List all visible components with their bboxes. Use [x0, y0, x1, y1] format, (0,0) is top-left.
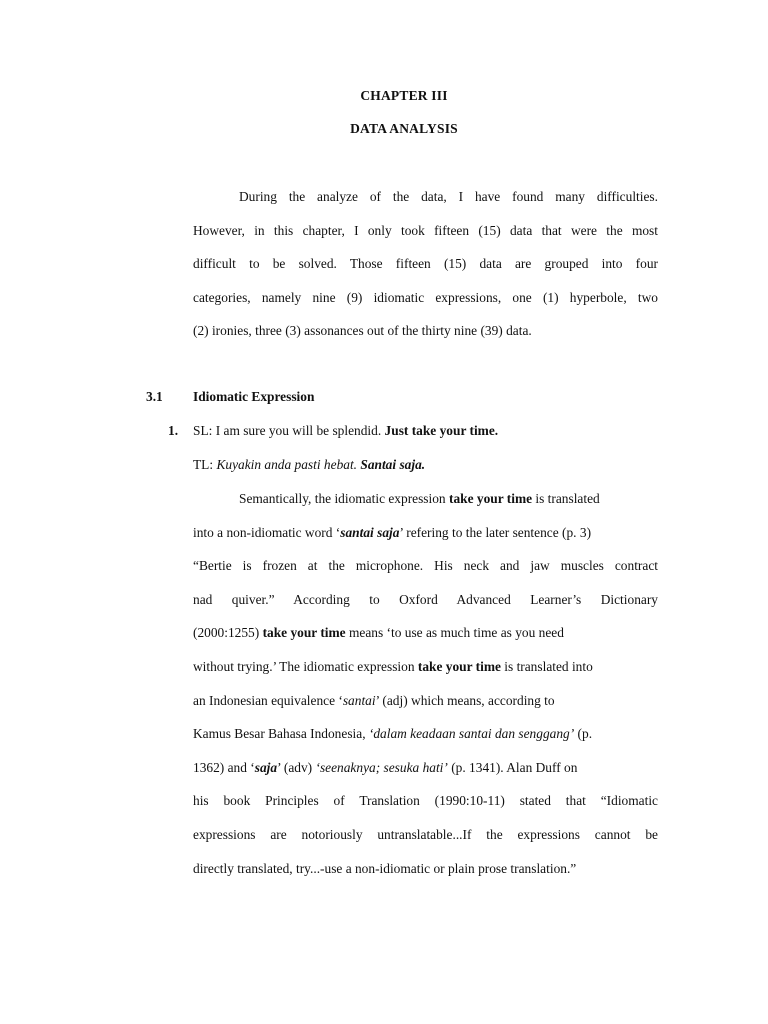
analysis-text: into a non-idiomatic word ‘ — [193, 524, 341, 540]
analysis-text: Semantically, the idiomatic expression — [239, 491, 449, 506]
analysis-text: is translated into — [500, 658, 593, 674]
analysis-line: expressions are notoriously untranslatable...If the expressions cannot be — [193, 826, 658, 842]
analysis-italic: ‘dalam keadaan santai dan senggang’ — [368, 726, 575, 742]
analysis-text: an Indonesian equivalence ‘ — [193, 692, 343, 708]
analysis-line: nad quiver.” According to Oxford Advanced Learner’s Dictionary — [193, 591, 658, 607]
intro-line: During the analyze of the data, I have found many difficulties. — [239, 189, 658, 204]
analysis-text: ’ (adj) which means, according to — [375, 692, 555, 708]
analysis-line — [193, 616, 658, 650]
analysis-line: his book Principles of Translation (1990:10-11) stated that “Idiomatic — [193, 793, 658, 809]
analysis-line — [193, 751, 658, 785]
tl-bold-italic-text: Santai saja. — [360, 456, 426, 472]
analysis-line — [193, 684, 658, 718]
analysis-line — [193, 650, 658, 684]
item-example — [193, 414, 658, 481]
analysis-bold: take your time — [417, 658, 501, 674]
chapter-subtitle: DATA ANALYSIS — [350, 121, 458, 136]
analysis-text: ’ refering to the later sentence (p. 3) — [399, 524, 592, 540]
analysis-line — [193, 516, 658, 550]
analysis-text: ’ (adv) — [277, 759, 316, 775]
analysis-bold-italic: saja — [254, 759, 278, 775]
analysis-bold-italic: santai saja — [340, 524, 400, 540]
tl-prefix: TL: — [193, 456, 217, 472]
analysis-bold: take your time — [262, 625, 346, 641]
intro-line: However, in this chapter, I only took fifteen (15) data that were the most — [193, 222, 658, 238]
analysis-text: (2000:1255) — [193, 625, 263, 641]
intro-line: (2) ironies, three (3) assonances out of the thirty nine (39) data. — [193, 323, 532, 339]
intro-paragraph — [193, 180, 658, 348]
analysis-text: 1362) and ‘ — [193, 759, 255, 775]
analysis-line — [193, 482, 658, 516]
sl-bold-text: Just take your time. — [384, 423, 499, 438]
analysis-italic: santai — [342, 692, 376, 708]
analysis-text: means ‘to use as much time as you need — [345, 625, 564, 641]
sl-text: SL: I am sure you will be splendid. — [193, 423, 385, 438]
source-language-line — [193, 414, 658, 448]
analysis-text: (p. 1341). Alan Duff on — [447, 759, 578, 775]
analysis-paragraph — [193, 482, 658, 885]
target-language-line — [193, 448, 658, 482]
intro-line: difficult to be solved. Those fifteen (15) data are grouped into four — [193, 256, 658, 272]
chapter-title: CHAPTER III — [360, 88, 448, 103]
tl-italic-text: Kuyakin anda pasti hebat. — [216, 456, 361, 472]
analysis-text: (p. — [574, 726, 593, 742]
analysis-line — [193, 717, 658, 751]
analysis-text: without trying.’ The idiomatic expression — [193, 658, 418, 674]
analysis-bold: take your time — [448, 491, 533, 506]
section-number: 3.1 — [146, 389, 163, 404]
analysis-text: Kamus Besar Bahasa Indonesia, — [193, 726, 369, 742]
item-number: 1. — [168, 423, 179, 438]
analysis-line: “Bertie is frozen at the microphone. His neck and jaw muscles contract — [193, 558, 658, 574]
analysis-italic: ‘seenaknya; sesuka hati’ — [315, 759, 448, 775]
analysis-line: directly translated, try...-use a non-idiomatic or plain prose translation.” — [193, 860, 577, 876]
analysis-text: is translated — [532, 491, 600, 506]
section-title: Idiomatic Expression — [193, 389, 315, 404]
intro-line: categories, namely nine (9) idiomatic expressions, one (1) hyperbole, two — [193, 289, 658, 305]
